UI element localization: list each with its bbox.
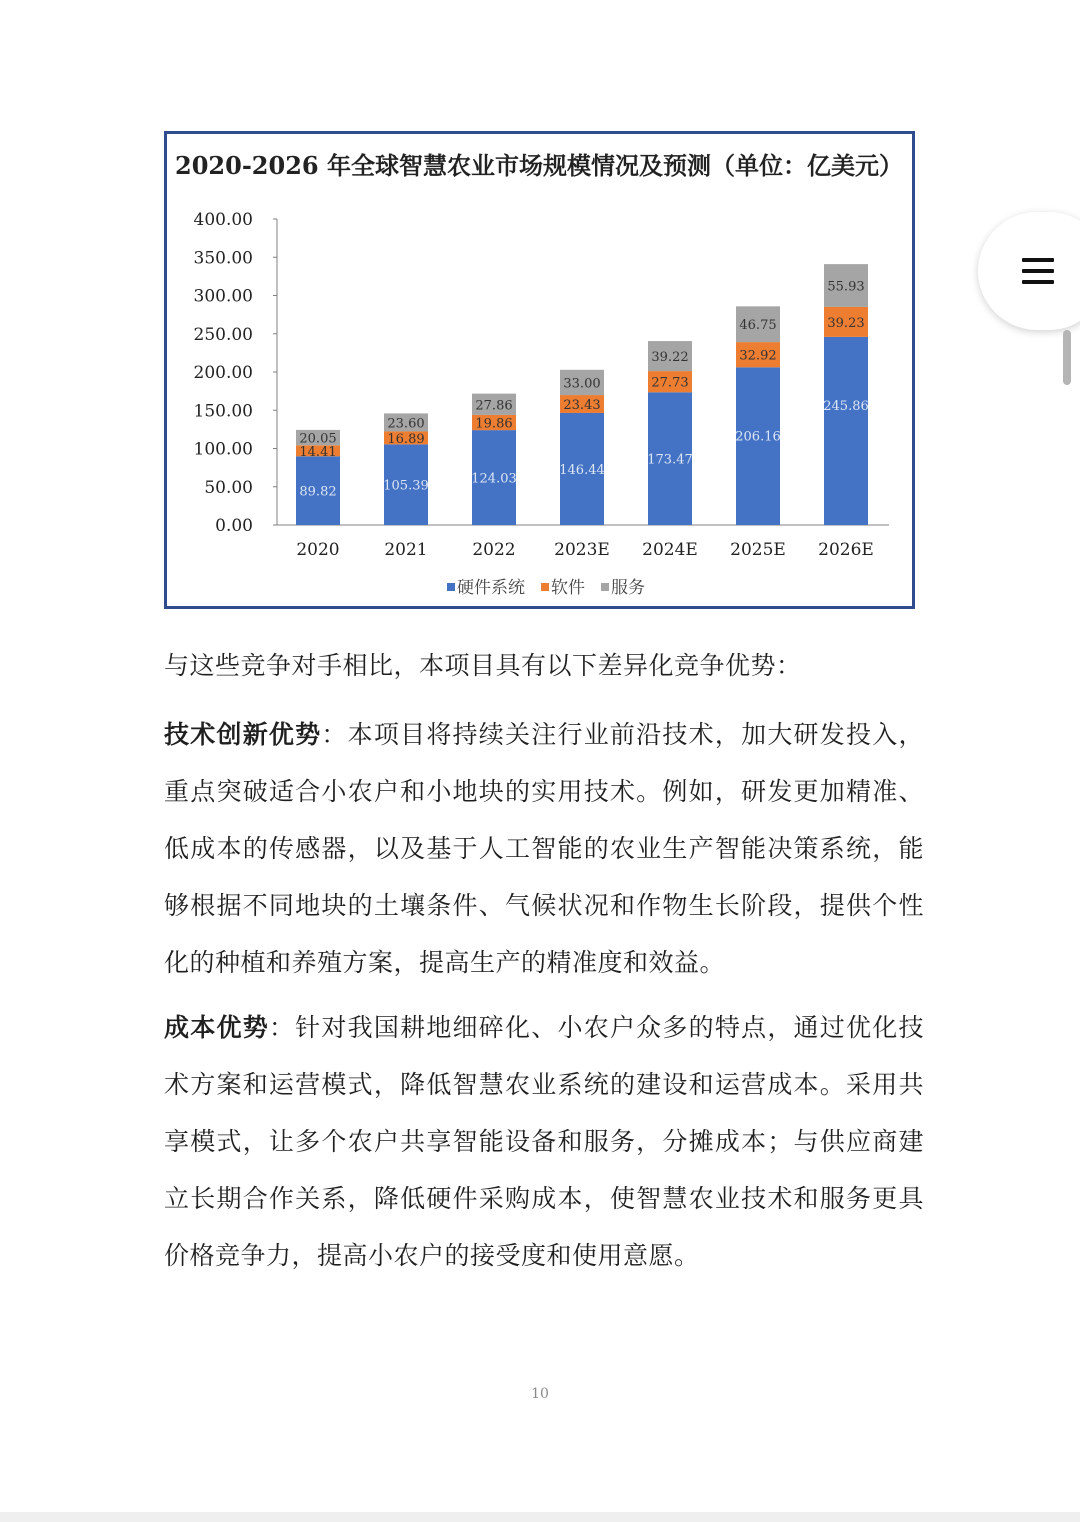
y-tick-label: 250.00 — [193, 324, 253, 345]
data-label: 89.82 — [299, 484, 337, 500]
menu-button[interactable] — [978, 212, 1080, 330]
data-label: 27.73 — [651, 375, 689, 391]
data-label: 39.23 — [827, 315, 865, 331]
legend-swatch — [447, 583, 455, 591]
y-tick-label: 100.00 — [193, 439, 253, 460]
data-label: 32.92 — [739, 348, 777, 364]
y-tick-label: 50.00 — [204, 477, 253, 498]
data-label: 55.93 — [827, 279, 865, 295]
bar-segment — [824, 337, 868, 525]
data-label: 33.00 — [563, 376, 601, 392]
y-tick-label: 300.00 — [193, 286, 253, 307]
data-label: 46.75 — [739, 318, 777, 334]
page-number: 10 — [531, 1386, 549, 1402]
y-tick-label: 350.00 — [193, 248, 253, 269]
legend-label: 服务 — [611, 578, 645, 598]
x-tick-label: 2022 — [472, 540, 516, 560]
intro-text: 与这些竞争对手相比，本项目具有以下差异化竞争优势： — [164, 651, 802, 680]
legend-swatch — [541, 583, 549, 591]
legend-swatch — [601, 583, 609, 591]
data-label: 23.60 — [387, 416, 425, 432]
intro-paragraph — [164, 637, 924, 694]
chart-title: 2020-2026 年全球智慧农业市场规模情况及预测（单位：亿美元） — [175, 151, 903, 180]
data-label: 27.86 — [475, 398, 513, 414]
bottom-divider — [0, 1512, 1080, 1522]
data-label: 39.22 — [651, 350, 689, 366]
x-tick-label: 2020 — [296, 540, 340, 560]
data-label: 124.03 — [471, 471, 517, 487]
tech-advantage-body: ：本项目将持续关注行业前沿技术，加大研发投入，重点突破适合小农户和小地块的实用技术。例如，研发更加精准、低成本的传感器，以及基于人工智能的农业生产智能决策系统，能够根据不同地块的土壤条件、气候状况和作物生长阶段，提供个性化的种植和养殖方案，提高生产的精准度和效益。 — [164, 720, 924, 977]
tech-advantage-paragraph — [164, 706, 924, 991]
data-label: 146.44 — [559, 462, 605, 478]
scrollbar-thumb[interactable] — [1063, 330, 1071, 385]
chart-figure — [164, 131, 915, 609]
bar-segment — [736, 367, 780, 525]
y-tick-label: 400.00 — [193, 210, 253, 230]
data-label: 173.47 — [647, 452, 693, 468]
x-tick-label: 2023E — [554, 540, 610, 560]
x-tick-label: 2026E — [818, 540, 874, 560]
legend-label: 软件 — [551, 578, 585, 598]
data-label: 16.89 — [387, 431, 425, 447]
data-label: 14.41 — [299, 444, 337, 460]
data-label: 19.86 — [475, 416, 513, 432]
data-label: 20.05 — [299, 431, 337, 447]
x-tick-label: 2024E — [642, 540, 698, 560]
data-label: 105.39 — [383, 478, 429, 494]
cost-advantage-paragraph — [164, 999, 924, 1284]
x-tick-label: 2021 — [384, 540, 428, 560]
x-tick-label: 2025E — [730, 540, 786, 560]
hamburger-menu-icon — [1022, 258, 1054, 284]
y-tick-label: 150.00 — [193, 401, 253, 422]
cost-advantage-heading: 成本优势 — [164, 1013, 269, 1042]
cost-advantage-body: ：针对我国耕地细碎化、小农户众多的特点，通过优化技术方案和运营模式，降低智慧农业系统的建设和运营成本。采用共享模式，让多个农户共享智能设备和服务，分摊成本；与供应商建立长期合作关系，降低硬件采购成本，使智慧农业技术和服务更具价格竞争力，提高小农户的接受度和使用意愿。 — [164, 1013, 924, 1270]
y-tick-label: 0.00 — [215, 516, 253, 536]
legend-label: 硬件系统 — [457, 578, 525, 598]
y-tick-label: 200.00 — [193, 363, 253, 383]
tech-advantage-heading: 技术创新优势 — [164, 720, 322, 749]
data-label: 23.43 — [563, 398, 601, 414]
stacked-bar-chart — [167, 134, 912, 606]
data-label: 245.86 — [823, 398, 869, 414]
data-label: 206.16 — [735, 429, 781, 445]
